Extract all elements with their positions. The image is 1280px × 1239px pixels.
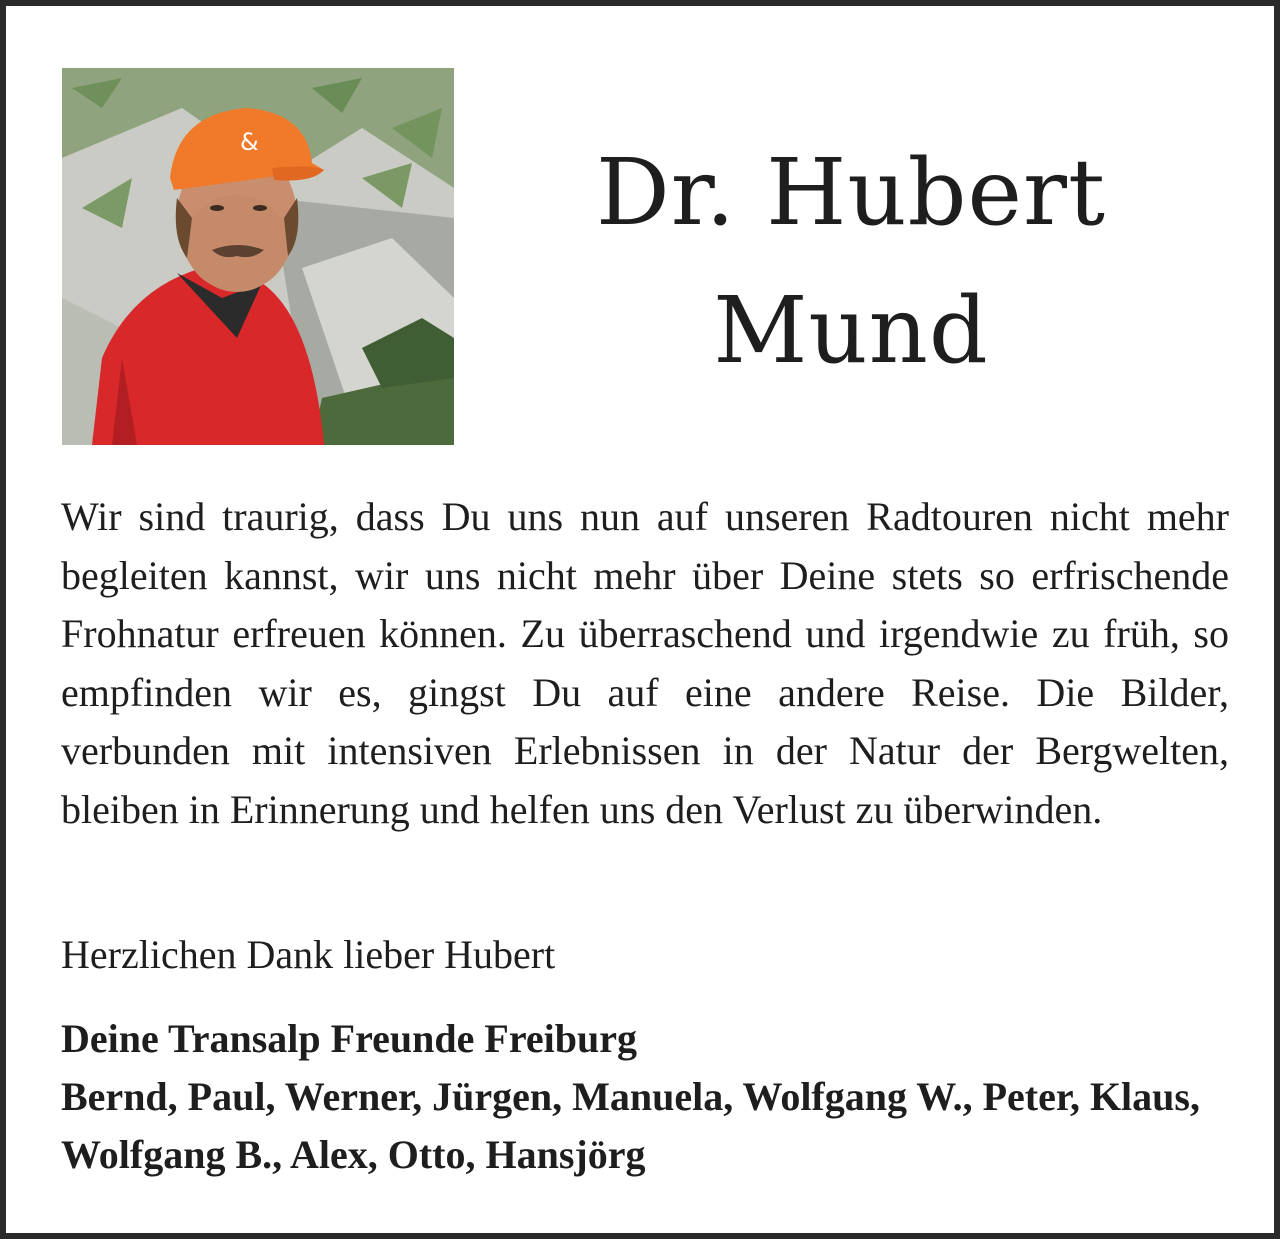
signature-group: Deine Transalp Freunde Freiburg	[61, 1016, 637, 1061]
thanks-line: Herzlichen Dank lieber Hubert	[61, 932, 556, 977]
svg-text:&: &	[240, 128, 259, 156]
signature-names: Bernd, Paul, Werner, Jürgen, Manuela, Wolfgang W., Peter, Klaus, Wolfgang B., Alex, Otto, Hansjörg	[61, 1074, 1200, 1177]
condolence-message: Wir sind traurig, dass Du uns nun auf unseren Radtouren nicht mehr begleiten kannst, wir uns nicht mehr über Deine stets so erfrischende Frohnatur erfreuen können. Zu überraschend und irgendwie zu früh, so empfinden wir es, gingst Du auf eine andere Reise. Die Bilder, verbunden mit intensiven Erlebnissen in der Natur der Bergwelten, bleiben in Erinnerung und helfen uns den Verlust zu überwinden.	[61, 494, 1229, 832]
deceased-name	[486, 124, 1216, 400]
name-line-1: Dr. Hubert	[596, 139, 1106, 246]
portrait-photo	[62, 68, 454, 445]
name-line-2: Mund	[713, 277, 989, 384]
signature	[61, 1010, 1229, 1184]
